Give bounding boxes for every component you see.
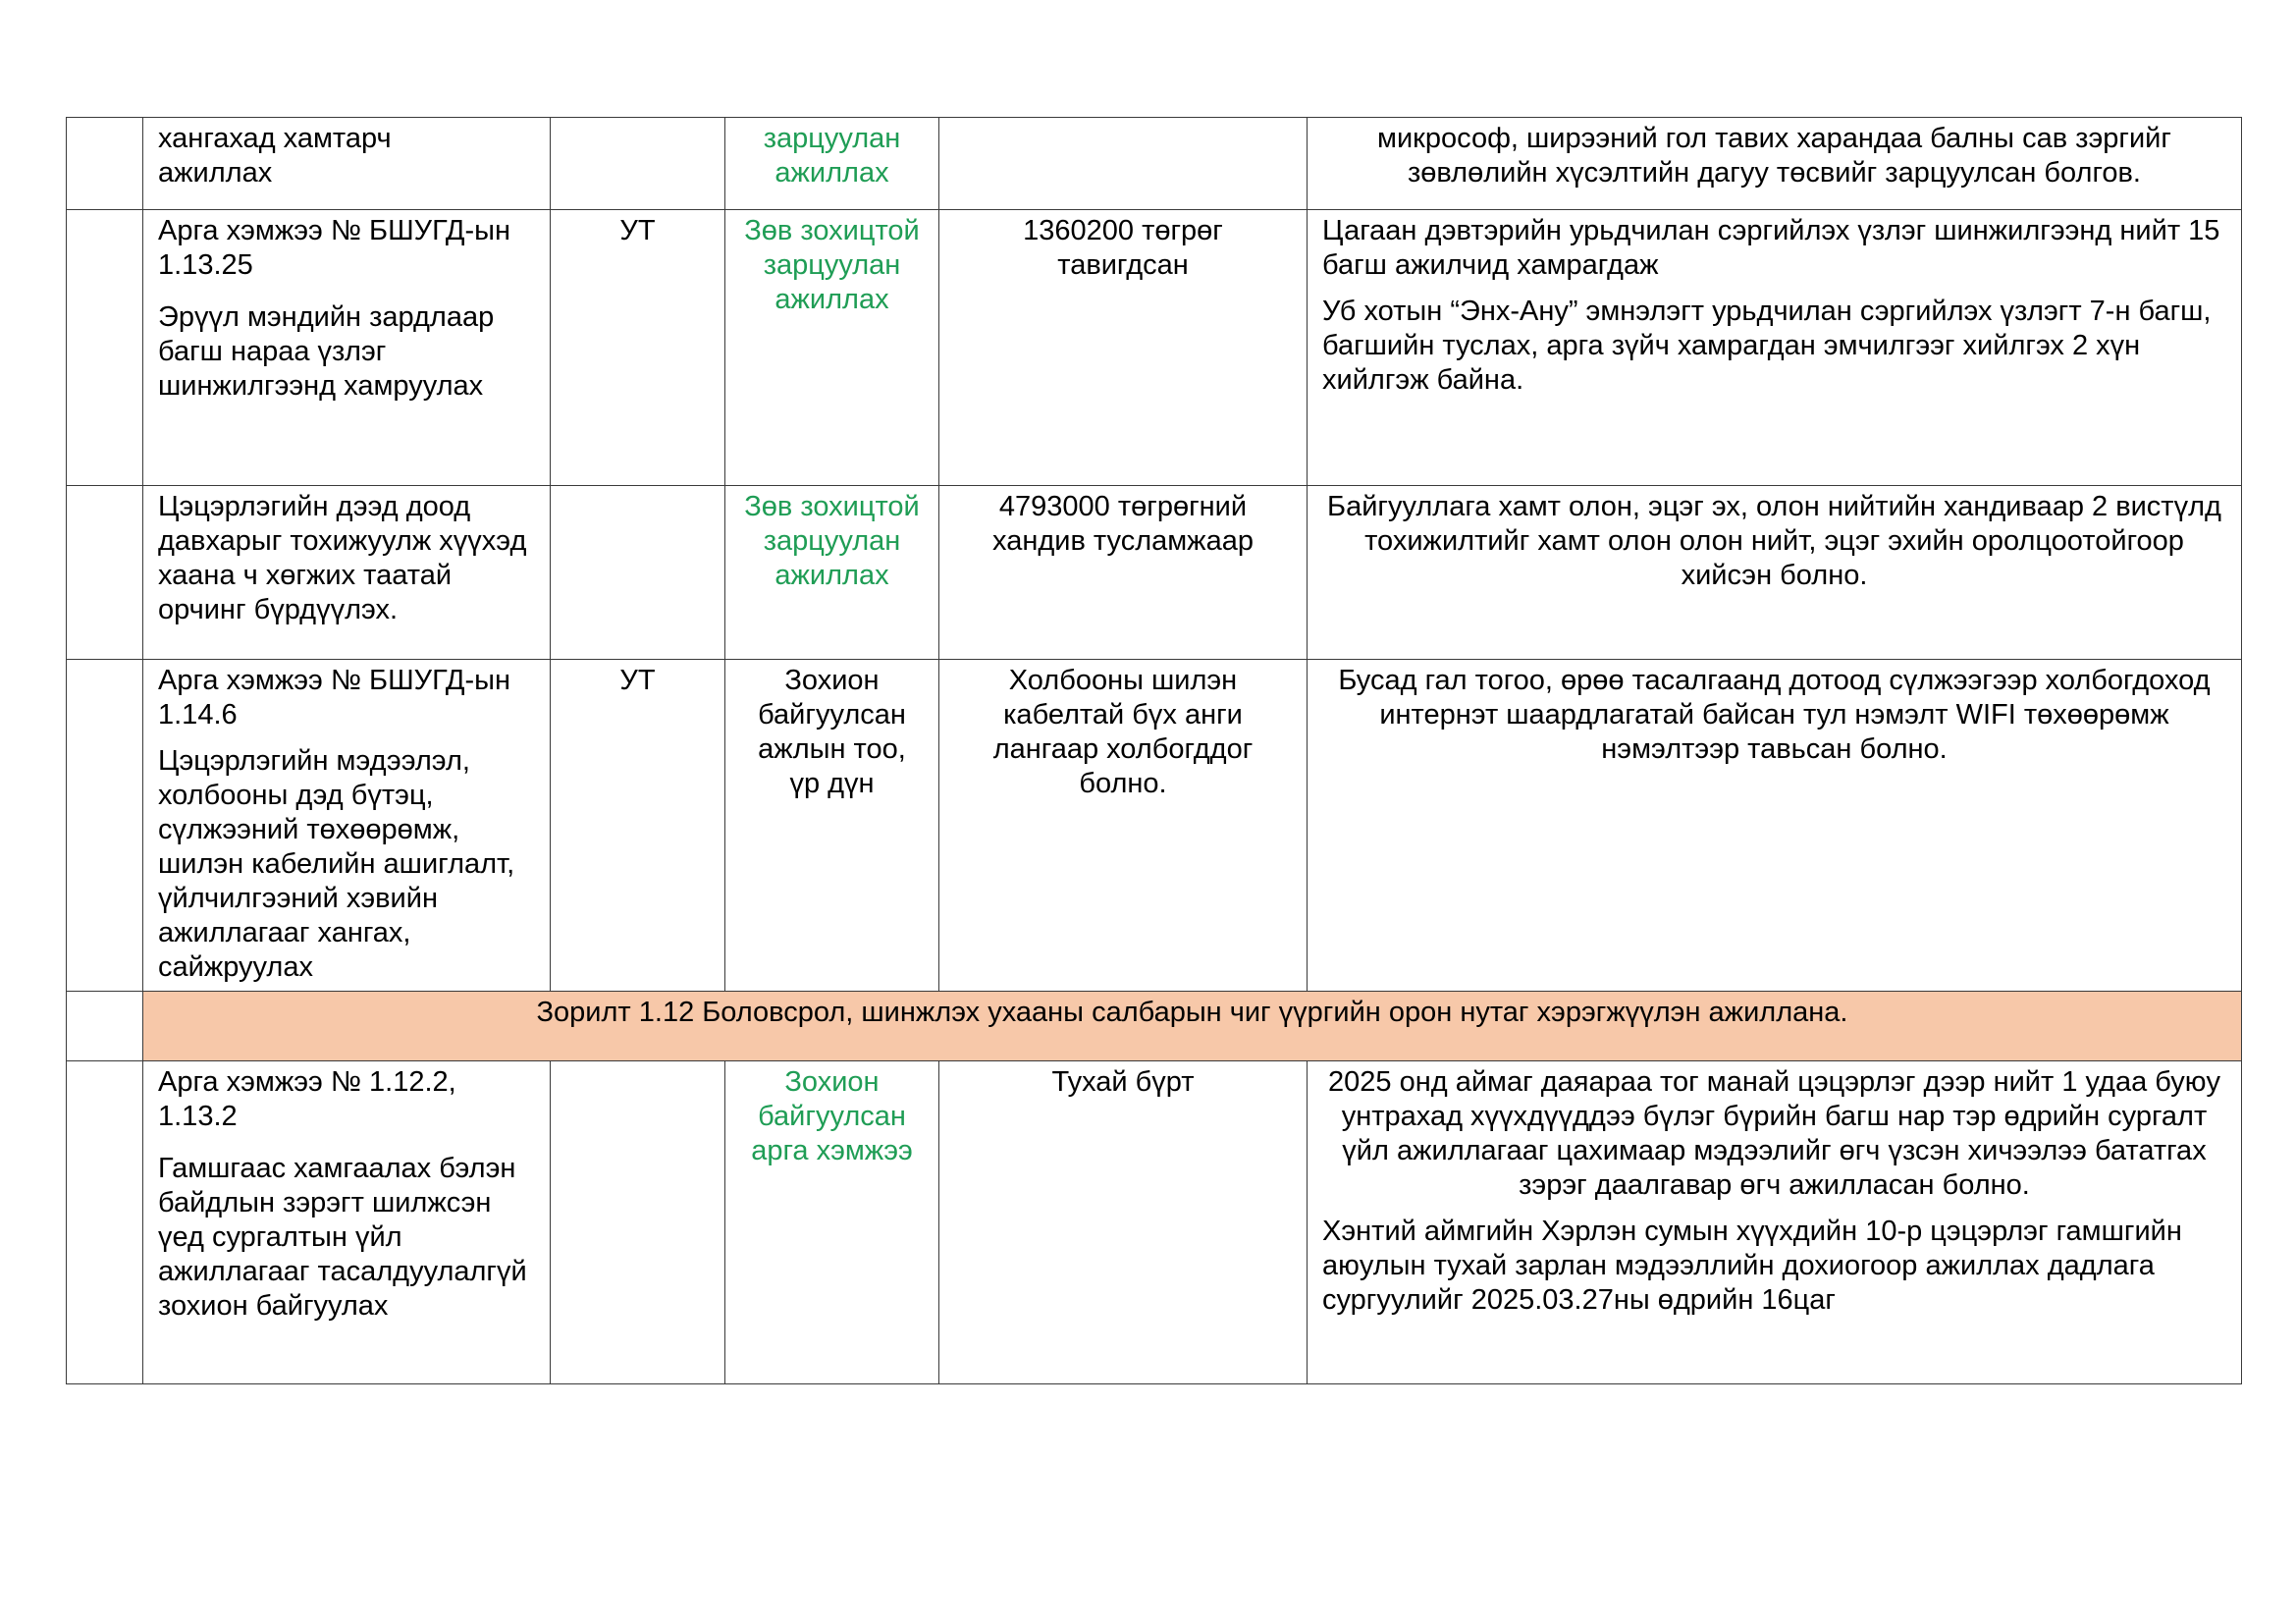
row-number-cell [67, 210, 143, 486]
criteria-cell: Зөв зохицтой зарцуулан ажиллах [725, 210, 939, 486]
goal-banner: Зорилт 1.12 Боловсрол, шинжлэх ухааны салбарын чиг үүргийн орон нутаг хэрэгжүүлэн ажиллана. [143, 992, 2242, 1061]
measure-cell [143, 118, 551, 210]
row-number-cell [67, 660, 143, 992]
result-cell [1308, 1061, 2242, 1384]
measure-text: Гамшгаас хамгаалах бэлэн байдлын зэрэгт шилжсэн үед сургалтын үйл ажиллагааг тасалдуулалгүй зохион байгуулах [158, 1153, 527, 1322]
table-row [67, 486, 2242, 660]
responsible-cell [551, 486, 725, 660]
budget-cell [939, 118, 1308, 210]
result-text-line: зөвлөлийн хүсэлтийн дагуу төсвийг зарцуулсан болгов. [1407, 157, 2141, 189]
result-paragraph: Уб хотын “Энх-Ану” эмнэлэгт урьдчилан сэргийлэх үзлэгт 7-н багш, багшийн туслах, арга зүйч хамрагдан эмчилгээг хийлгэх 2 хүн хийлгэж байна. [1322, 296, 2212, 396]
criteria-cell: Зөв зохицтой зарцуулан ажиллах [725, 486, 939, 660]
measure-text-line: хангахад хамтарч [158, 123, 392, 154]
table-row [67, 118, 2242, 210]
measure-code: Арга хэмжээ № 1.12.2, 1.13.2 [158, 1066, 456, 1132]
measure-text-line: ажиллах [158, 157, 273, 189]
result-cell: Байгууллага хамт олон, эцэг эх, олон нийтийн хандиваар 2 вистүлд тохижилтийг хамт олон олон нийт, эцэг эхийн оролцоотойгоор хийсэн болно. [1308, 486, 2242, 660]
result-paragraph: Хэнтий аймгийн Хэрлэн сумын хүүхдийн 10-р цэцэрлэг гамшгийн аюулын тухай зарлан мэдээллийн дохиогоор ажиллах дадлага сургуулийг 2025.03.27ны өдрийн 16цаг [1322, 1216, 2182, 1316]
row-number-cell [67, 486, 143, 660]
table-row [67, 210, 2242, 486]
criteria-cell [725, 118, 939, 210]
result-cell [1308, 210, 2242, 486]
result-cell: Бусад гал тогоо, өрөө тасалгаанд дотоод сүлжээгээр холбогдоход интернэт шаардлагатай байсан тул нэмэлт WIFI төхөөрөмж нэмэлтээр тавьсан болно. [1308, 660, 2242, 992]
table-row [67, 992, 2242, 1061]
measure-cell [143, 1061, 551, 1384]
criteria-cell: Зохион байгуулсан ажлын тоо, үр дүн [725, 660, 939, 992]
responsible-cell: УТ [551, 210, 725, 486]
row-number-cell [67, 1061, 143, 1384]
responsible-cell: УТ [551, 660, 725, 992]
budget-cell: Холбооны шилэн кабелтай бүх анги лангаар холбогддог болно. [939, 660, 1308, 992]
measure-text: Эрүүл мэндийн зардлаар багш нараа үзлэг шинжилгээнд хамруулах [158, 301, 495, 402]
responsible-cell [551, 1061, 725, 1384]
row-number-cell [67, 118, 143, 210]
measure-cell: Цэцэрлэгийн дээд доод давхарыг тохижуулж хүүхэд хаана ч хөгжих таатай орчинг бүрдүүлэх. [143, 486, 551, 660]
table-row [67, 660, 2242, 992]
result-cell [1308, 118, 2242, 210]
budget-cell: Тухай бүрт [939, 1061, 1308, 1384]
measure-code: Арга хэмжээ № БШУГД-ын 1.14.6 [158, 665, 511, 731]
measure-text: Цэцэрлэгийн мэдээлэл, холбооны дэд бүтэц, сүлжээний төхөөрөмж, шилэн кабелийн ашиглалт, үйлчилгээний хэвийн ажиллагааг хангах, сайжруулах [158, 745, 515, 983]
table-row [67, 1061, 2242, 1384]
result-paragraph: 2025 онд аймаг даяараа тог манай цэцэрлэг дээр нийт 1 удаа буюу унтрахад хүүхдүүддээ бүлэг бүрийн багш нар тэр өдрийн сургалт үйл ажиллагааг цахимаар мэдээлийг өгч үзсэн хичээлээ бататгах зэрэг даалгавар өгч ажилласан болно. [1328, 1066, 2220, 1201]
budget-cell: 4793000 төгрөгний хандив тусламжаар [939, 486, 1308, 660]
criteria-cell: Зохион байгуулсан арга хэмжээ [725, 1061, 939, 1384]
measure-code: Арга хэмжээ № БШУГД-ын 1.13.25 [158, 215, 511, 281]
responsible-cell [551, 118, 725, 210]
measure-cell [143, 210, 551, 486]
criteria-text-line: ажиллах [774, 157, 889, 189]
criteria-text-line: зарцуулан [763, 123, 901, 154]
measure-cell [143, 660, 551, 992]
result-text-line: микрософ, ширээний гол тавих харандаа балны сав зэргийг [1377, 123, 2171, 154]
row-number-cell [67, 992, 143, 1061]
result-paragraph: Цагаан дэвтэрийн урьдчилан сэргийлэх үзлэг шинжилгээнд нийт 15 багш ажилчид хамрагдаж [1322, 215, 2220, 281]
budget-cell: 1360200 төгрөг тавигдсан [939, 210, 1308, 486]
plan-report-table [66, 117, 2242, 1384]
